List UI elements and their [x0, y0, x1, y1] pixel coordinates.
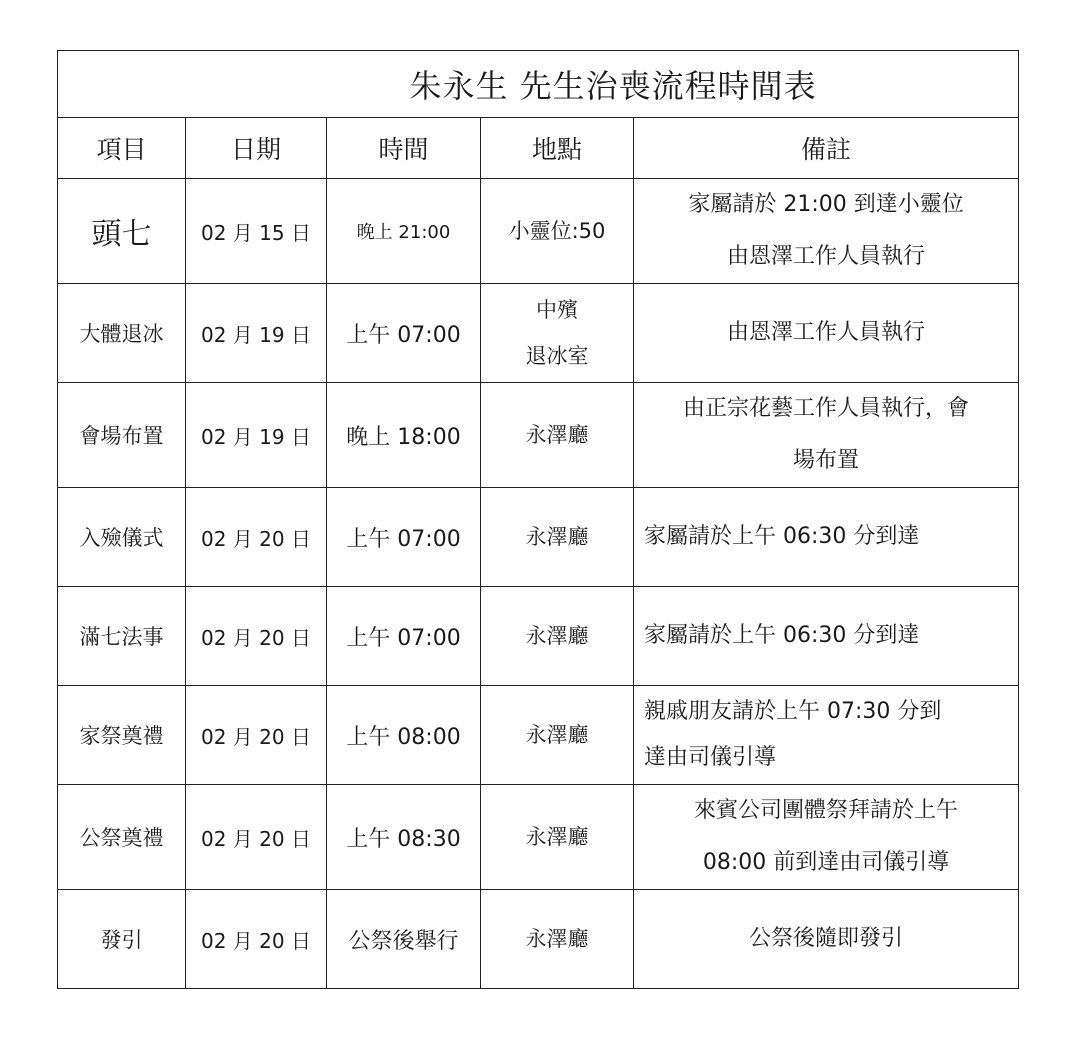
place-cell: [481, 383, 634, 488]
note-line: 親戚朋友請於上午 07:30 分到: [644, 699, 942, 724]
date-cell: 02 月 20 日: [186, 890, 327, 989]
place-line: 永澤廳: [525, 423, 589, 447]
table-row: [58, 179, 1019, 284]
place-line: 中殯: [536, 298, 578, 322]
note-line: 場布置: [793, 448, 860, 473]
note-cell: [634, 686, 1019, 785]
place-line: 永澤廳: [525, 723, 589, 747]
note-line: 家屬請於上午 06:30 分到達: [644, 623, 920, 648]
date-cell: 02 月 19 日: [186, 383, 327, 488]
item-cell: 家祭奠禮: [58, 686, 186, 785]
time-cell: 上午 08:30: [327, 785, 481, 890]
time-cell: 上午 08:00: [327, 686, 481, 785]
place-line: 退冰室: [525, 344, 589, 368]
note-line: 08:00 前到達由司儀引導: [702, 850, 950, 875]
place-line: 小靈位:50: [508, 219, 606, 243]
item-cell: 公祭奠禮: [58, 785, 186, 890]
header-place: 地點: [481, 118, 634, 179]
schedule-table: [57, 50, 1019, 989]
table-title-cell: [58, 51, 1019, 118]
place-cell: [481, 488, 634, 587]
time-cell: 上午 07:00: [327, 488, 481, 587]
time-cell: 公祭後舉行: [327, 890, 481, 989]
time-cell: 晚上 21:00: [327, 179, 481, 284]
table-row: [58, 488, 1019, 587]
note-line: 達由司儀引導: [644, 745, 777, 770]
item-cell: 滿七法事: [58, 587, 186, 686]
time-cell: 上午 07:00: [327, 284, 481, 383]
note-cell: [634, 179, 1019, 284]
table-row: [58, 587, 1019, 686]
header-time: 時間: [327, 118, 481, 179]
header-row: [58, 118, 1019, 179]
item-cell: 會場布置: [58, 383, 186, 488]
place-line: 永澤廳: [525, 927, 589, 951]
date-cell: 02 月 20 日: [186, 785, 327, 890]
table-row: [58, 785, 1019, 890]
date-cell: 02 月 15 日: [186, 179, 327, 284]
table-row: [58, 284, 1019, 383]
note-line: 家屬請於 21:00 到達小靈位: [688, 192, 964, 217]
page-title: 朱永生 先生治喪流程時間表: [409, 67, 817, 105]
date-cell: 02 月 20 日: [186, 488, 327, 587]
note-line: 公祭後隨即發引: [749, 926, 904, 951]
note-line: 由恩澤工作人員執行: [727, 320, 926, 345]
place-line: 永澤廳: [525, 624, 589, 648]
place-cell: [481, 890, 634, 989]
table-row: [58, 383, 1019, 488]
note-cell: [634, 488, 1019, 587]
header-note: 備註: [634, 118, 1019, 179]
note-line: 由恩澤工作人員執行: [727, 244, 926, 269]
item-cell: 發引: [58, 890, 186, 989]
place-cell: [481, 284, 634, 383]
header-item: 項目: [58, 118, 186, 179]
place-line: 永澤廳: [525, 525, 589, 549]
date-cell: 02 月 20 日: [186, 587, 327, 686]
place-cell: [481, 785, 634, 890]
note-cell: [634, 785, 1019, 890]
date-cell: 02 月 20 日: [186, 686, 327, 785]
time-cell: 上午 07:00: [327, 587, 481, 686]
note-cell: [634, 383, 1019, 488]
place-cell: [481, 686, 634, 785]
item-cell: 入殮儀式: [58, 488, 186, 587]
table-row: [58, 890, 1019, 989]
note-line: 家屬請於上午 06:30 分到達: [644, 524, 920, 549]
item-cell: 大體退冰: [58, 284, 186, 383]
place-line: 永澤廳: [525, 825, 589, 849]
header-date: 日期: [186, 118, 327, 179]
note-cell: [634, 587, 1019, 686]
date-cell: 02 月 19 日: [186, 284, 327, 383]
place-cell: [481, 179, 634, 284]
item-cell: 頭七: [58, 179, 186, 284]
place-cell: [481, 587, 634, 686]
note-line: 來賓公司團體祭拜請於上午: [694, 798, 959, 823]
note-cell: [634, 890, 1019, 989]
note-line: 由正宗花藝工作人員執行，會: [683, 396, 970, 421]
time-cell: 晚上 18:00: [327, 383, 481, 488]
table-row: [58, 686, 1019, 785]
note-cell: [634, 284, 1019, 383]
